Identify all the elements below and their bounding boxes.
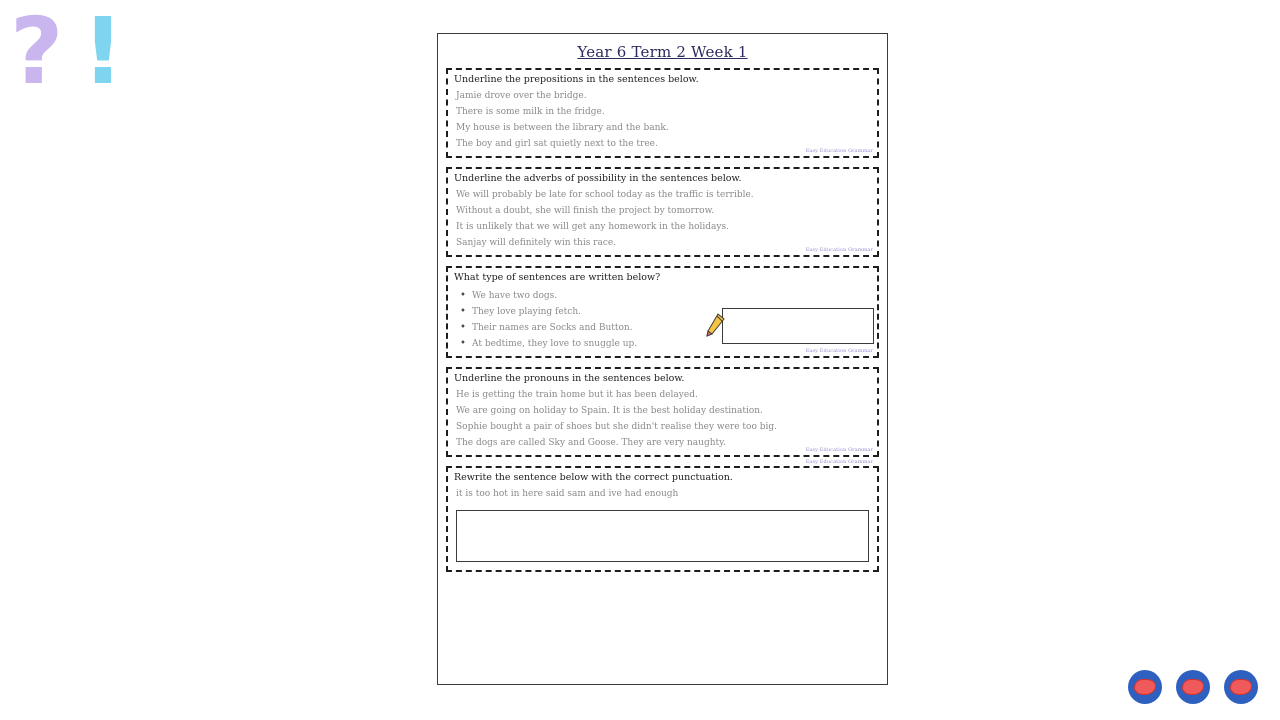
list-item: • At bedtime, they love to snuggle up. bbox=[454, 336, 704, 352]
list-item: • We have two dogs. bbox=[454, 288, 704, 304]
sentence-line[interactable]: We will probably be late for school today as the traffic is terrible. bbox=[456, 190, 754, 200]
watermark: Easy Education Grammar bbox=[805, 447, 873, 453]
watermark: Easy Education Grammar bbox=[805, 459, 873, 465]
stamp-icon bbox=[1182, 679, 1204, 695]
task-heading: Underline the pronouns in the sentences below. bbox=[454, 373, 685, 384]
list-item: • They love playing fetch. bbox=[454, 304, 704, 320]
bullet-list bbox=[454, 288, 704, 352]
pencil-icon bbox=[704, 313, 726, 339]
watermark: Easy Education Grammar bbox=[805, 247, 873, 253]
task-prepositions bbox=[446, 68, 879, 158]
stamp-icon bbox=[1230, 679, 1252, 695]
sentence-line[interactable]: Jamie drove over the bridge. bbox=[456, 91, 587, 101]
watermark: Easy Education Grammar bbox=[805, 148, 873, 154]
sentence-line[interactable]: The dogs are called Sky and Goose. They are very naughty. bbox=[456, 438, 726, 448]
sentence-line[interactable]: The boy and girl sat quietly next to the tree. bbox=[456, 139, 658, 149]
task-heading: Underline the prepositions in the sentences below. bbox=[454, 74, 699, 85]
sentence-line[interactable]: It is unlikely that we will get any homework in the holidays. bbox=[456, 222, 729, 232]
worksheet-page bbox=[437, 33, 888, 685]
page-title: Year 6 Term 2 Week 1 bbox=[577, 43, 748, 61]
list-item: • Their names are Socks and Button. bbox=[454, 320, 704, 336]
task-heading: Rewrite the sentence below with the correct punctuation. bbox=[454, 472, 733, 483]
task-pronouns bbox=[446, 367, 879, 457]
stamp-1[interactable] bbox=[1128, 670, 1162, 704]
sentence-line[interactable]: Without a doubt, she will finish the project by tomorrow. bbox=[456, 206, 715, 216]
task-sentence-type bbox=[446, 266, 879, 358]
task-punctuation-rewrite bbox=[446, 459, 879, 572]
stamp-2[interactable] bbox=[1176, 670, 1210, 704]
exclamation-mark-decoration: ! bbox=[82, 0, 124, 105]
watermark: Easy Education Grammar bbox=[805, 348, 873, 354]
task-heading: Underline the adverbs of possibility in the sentences below. bbox=[454, 173, 742, 184]
question-mark-decoration: ? bbox=[10, 0, 64, 105]
task-heading: What type of sentences are written below? bbox=[454, 272, 661, 283]
sentence-line[interactable]: it is too hot in here said sam and ive had enough bbox=[456, 489, 679, 499]
sentence-line[interactable]: Sophie bought a pair of shoes but she didn't realise they were too big. bbox=[456, 422, 777, 432]
stamp-3[interactable] bbox=[1224, 670, 1258, 704]
answer-box[interactable] bbox=[456, 510, 869, 562]
sentence-line[interactable]: There is some milk in the fridge. bbox=[456, 107, 605, 117]
sentence-line[interactable]: He is getting the train home but it has been delayed. bbox=[456, 390, 698, 400]
answer-box[interactable] bbox=[722, 308, 874, 344]
stamp-icon bbox=[1134, 679, 1156, 695]
stamp-group bbox=[1128, 670, 1258, 704]
sentence-line[interactable]: Sanjay will definitely win this race. bbox=[456, 238, 617, 248]
sentence-line[interactable]: We are going on holiday to Spain. It is the best holiday destination. bbox=[456, 406, 763, 416]
task-adverbs-of-possibility bbox=[446, 167, 879, 257]
sentence-line[interactable]: My house is between the library and the bank. bbox=[456, 123, 669, 133]
